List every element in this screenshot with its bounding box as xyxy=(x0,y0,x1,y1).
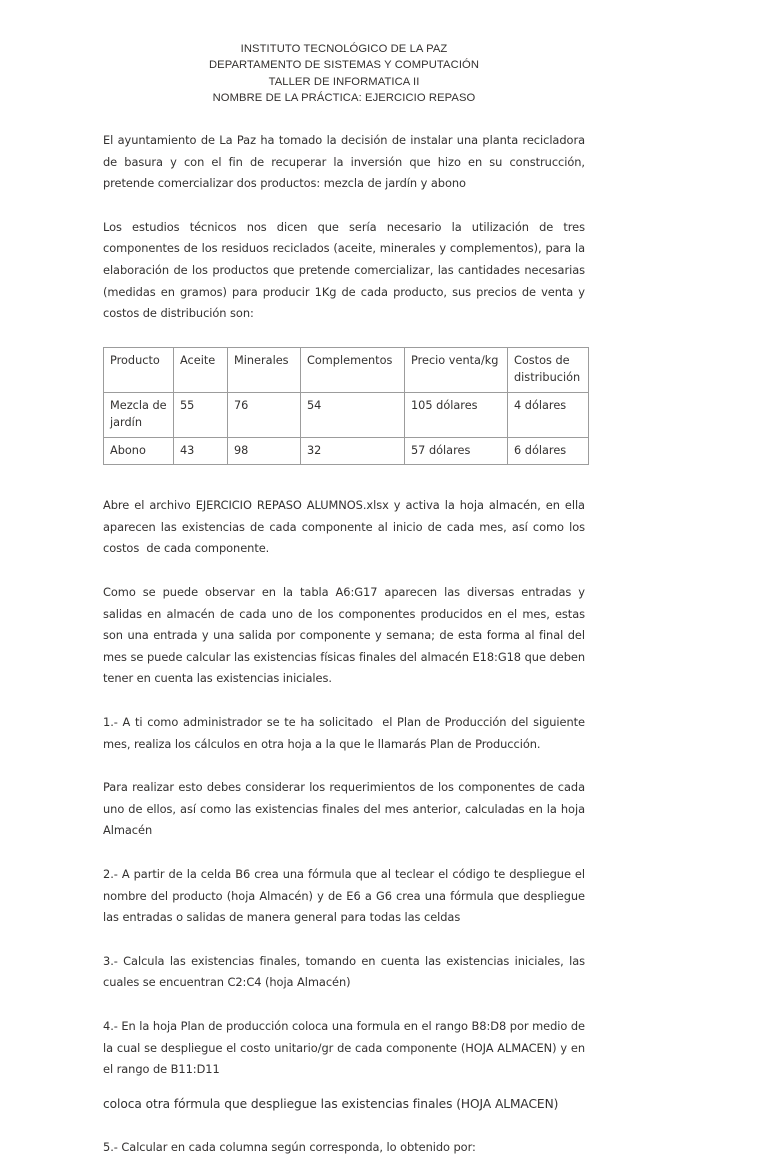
cell-complementos: 32 xyxy=(301,437,405,465)
paragraph-intro: El ayuntamiento de La Paz ha tomado la decisión de instalar una planta recicladora de basura y con el fin de recuperar la inversión que hizo en su construcción, pretende comercializar dos productos: mezcla de jardín y abono xyxy=(103,133,589,191)
document-body xyxy=(103,130,589,1174)
cell-aceite: 43 xyxy=(174,437,228,465)
products-table xyxy=(103,347,589,466)
list-item-5: 5.- Calcular en cada columna según corresponda, lo obtenido por: xyxy=(103,1140,476,1155)
table-header-aceite: Aceite xyxy=(174,347,228,392)
cell-minerales: 76 xyxy=(228,392,301,437)
list-item-1: 1.- A ti como administrador se te ha solicitado el Plan de Producción del siguiente mes, realiza los cálculos en otra hoja a la que le llamarás Plan de Producción. xyxy=(103,715,589,751)
list-item-4 xyxy=(103,1016,589,1081)
table-row xyxy=(104,437,589,465)
table-header-row xyxy=(104,347,589,392)
header-line-course: TALLER DE INFORMATICA II xyxy=(268,75,420,88)
paragraph-para-realizar: Para realizar esto debes considerar los requerimientos de los componentes de cada uno de ellos, así como las existencias finales del mes anterior, calculadas en la hoja Almacén xyxy=(103,780,589,838)
table-header-precio-venta: Precio venta/kg xyxy=(405,347,508,392)
table-header-costos-line2: distribución xyxy=(514,371,581,385)
list-item-3: 3.- Calcula las existencias finales, tomando en cuenta las existencias iniciales, las cuales se encuentran C2:C4 (hoja Almacén) xyxy=(103,953,589,990)
cell-aceite: 55 xyxy=(174,392,228,437)
table-header-costos-distribucion xyxy=(508,347,589,392)
cell-costos-distribucion: 6 dólares xyxy=(508,437,589,465)
list-item-4-part-1: 4.- En la hoja Plan de producción coloca una formula en el rango B8:D8 por medio de la cual se despliegue el costo unitario/gr de cada componente (HOJA ALMACEN) y en el rango de B11:D11 xyxy=(103,1018,589,1077)
header-line-practice: NOMBRE DE LA PRÁCTICA: EJERCICIO REPASO xyxy=(212,92,476,105)
cell-producto: Abono xyxy=(104,437,174,465)
paragraph-abre-archivo: Abre el archivo EJERCICIO REPASO ALUMNOS.xlsx y activa la hoja almacén, en ella aparecen las existencias de cada componente al inicio de cada mes, así como los costos de cada componente. xyxy=(103,498,589,556)
table-header-minerales: Minerales xyxy=(228,347,301,392)
cell-precio-venta: 105 dólares xyxy=(405,392,508,437)
cell-complementos: 54 xyxy=(301,392,405,437)
header-line-department: DEPARTAMENTO DE SISTEMAS Y COMPUTACIÓN xyxy=(208,59,480,72)
document-header xyxy=(103,41,585,107)
table-header-complementos: Complementos xyxy=(301,347,405,392)
products-table-wrapper xyxy=(103,347,585,466)
cell-producto: Mezcla de jardín xyxy=(104,392,174,437)
cell-minerales: 98 xyxy=(228,437,301,465)
cell-costos-distribucion: 4 dólares xyxy=(508,392,589,437)
table-header-costos-line1: Costos de xyxy=(514,353,570,367)
list-item-2: 2.- A partir de la celda B6 crea una fórmula que al teclear el código te despliegue el nombre del producto (hoja Almacén) y de E6 a G6 crea una fórmula que despliegue las entradas o salidas de manera general para todas las celdas xyxy=(103,866,589,925)
paragraph-tabla-a6-g17: Como se puede observar en la tabla A6:G17 aparecen las diversas entradas y salidas en almacén de cada uno de los componentes producidos en el mes, estas son una entrada y una salida por componente y semana; de esta forma al final del mes se puede calcular las existencias físicas finales del almacén E18:G18 que deben tener en cuenta las existencias iniciales. xyxy=(103,585,589,686)
table-row xyxy=(104,392,589,437)
paragraph-estudios-tecnicos: Los estudios técnicos nos dicen que sería necesario la utilización de tres componentes de los residuos reciclados (aceite, minerales y complementos), para la elaboración de los productos que pretende comercializar, las cantidades necesarias (medidas en gramos) para producir 1Kg de cada producto, sus precios de venta y costos de distribución son: xyxy=(103,219,589,321)
cell-precio-venta: 57 dólares xyxy=(405,437,508,465)
list-item-4-continuation: coloca otra fórmula que despliegue las existencias finales (HOJA ALMACEN) xyxy=(103,1096,559,1111)
header-line-institute: INSTITUTO TECNOLÓGICO DE LA PAZ xyxy=(240,43,448,55)
table-header-producto: Producto xyxy=(104,347,174,392)
